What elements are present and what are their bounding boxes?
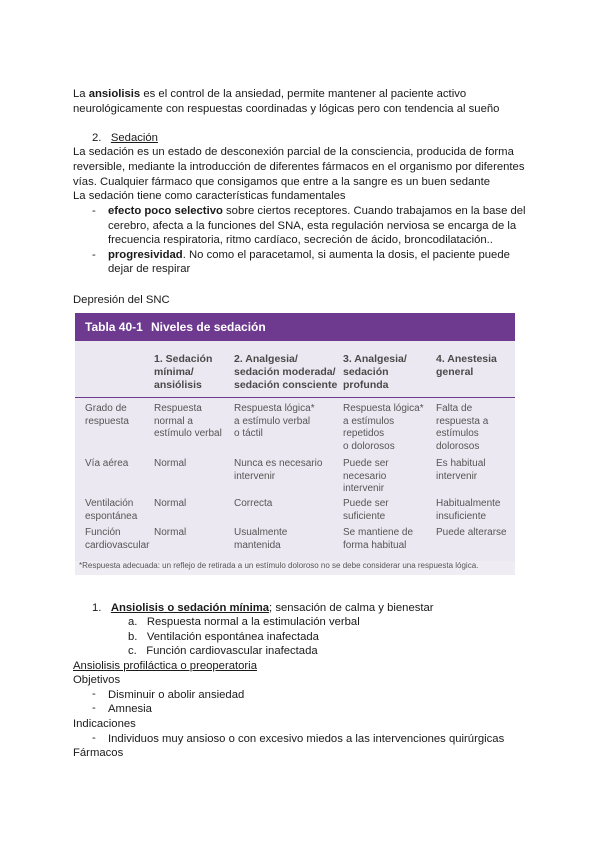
column-header: 4. Anestesia general [436, 353, 497, 378]
section-paragraph-line: vías. Cualquier fármaco que consigamos que entre a la sangre es un buen sedante [73, 176, 490, 188]
column-header: 3. Analgesia/ sedación profunda [343, 353, 407, 391]
table-cell: Usualmente mantenida [234, 527, 288, 551]
section-paragraph-line: reversible, mediante la introducción de diferentes fármacos en el organismo por diferentes [73, 161, 525, 173]
table-body [75, 341, 515, 561]
row-label: Grado de respuesta [85, 403, 129, 427]
table-cell: Puede alterarse [436, 527, 507, 538]
objetivo-item: Disminuir o abolir ansiedad [108, 689, 245, 701]
row-label: Ventilación espontánea [85, 498, 138, 522]
table-cell: Nunca es necesario intervenir [234, 458, 323, 482]
objetivo-item: Amnesia [108, 703, 152, 715]
table-cell: Puede ser suficiente [343, 498, 389, 522]
bullet-dash: - [92, 702, 96, 714]
bullet-dash: - [92, 205, 96, 217]
table-cell: Normal [154, 458, 187, 469]
ansiolisis-term: ansiolisis [88, 88, 141, 100]
section-paragraph-line: La sedación tiene como características fundamentales [73, 190, 346, 202]
table-cell: Habitualmente insuficiente [436, 498, 501, 522]
bullet-item: efecto poco selectivo sobre ciertos receptores. Cuando trabajamos en la base del [108, 205, 526, 217]
table-cell: Respuesta normal a estímulo verbal [154, 403, 222, 439]
section-heading: 2. Sedación [92, 132, 158, 144]
table-cell: Falta de respuesta a estímulos dolorosos [436, 403, 489, 452]
sub-list-item: b. Ventilación espontánea inafectada [128, 631, 319, 643]
depresion-title: Depresión del SNC [73, 294, 170, 306]
header-divider [75, 397, 515, 398]
table-cell: Puede ser necesario intervenir [343, 458, 389, 494]
sub-list-item: c. Función cardiovascular inafectada [128, 645, 318, 657]
farmacos-label: Fármacos [73, 747, 124, 759]
indicacion-item: Individuos muy ansioso o con excesivo miedos a las intervenciones quirúrgicas [108, 733, 505, 745]
table-cell: Normal [154, 498, 187, 509]
table-number: Tabla 40-1 [85, 320, 143, 334]
table-cell: Respuesta lógica* a estímulos repetidos o dolorosos [343, 403, 424, 452]
table-cell: Se mantiene de forma habitual [343, 527, 414, 551]
table-cell: Correcta [234, 498, 273, 509]
column-header: 2. Analgesia/ sedación moderada/ sedación consciente [234, 353, 338, 391]
indicaciones-label: Indicaciones [73, 718, 136, 730]
table-title-bar [75, 313, 515, 341]
column-header: 1. Sedación mínima/ ansiólisis [154, 353, 213, 391]
row-label: Función cardiovascular [85, 527, 150, 551]
bullet-dash: - [92, 249, 96, 261]
section-paragraph-line: La sedación es un estado de desconexión parcial de la consciencia, producida de forma [73, 146, 514, 158]
bullet-continuation: dejar de respirar [108, 263, 191, 275]
table-footnote: *Respuesta adecuada: un reflejo de retirada a un estímulo doloroso no se debe considerar una respuesta lógica. [79, 561, 479, 570]
bullet-item: progresividad. No como el paracetamol, si aumenta la dosis, el paciente puede [108, 249, 510, 261]
intro-line-2: neurológicamente con respuestas coordinadas y lógicas pero con tendencia al sueño [73, 103, 500, 115]
table-cell: Normal [154, 527, 187, 538]
table-cell: Es habitual intervenir [436, 458, 486, 482]
row-label: Vía aérea [85, 458, 129, 469]
ansiolisis-heading: 1. Ansiolisis o sedación mínima; sensación de calma y bienestar [92, 602, 434, 614]
table-title: Niveles de sedación [151, 320, 266, 334]
bullet-dash: - [92, 732, 96, 744]
bullet-continuation: cerebro, afecta a la funciones del SNA, esta regulación nerviosa se encarga de la [108, 220, 517, 232]
intro-line-1: La ansiolisis es el control de la ansiedad, permite mantener al paciente activo [73, 88, 467, 100]
sub-list-item: a. Respuesta normal a la estimulación verbal [128, 616, 360, 628]
table-cell: Respuesta lógica* a estímulo verbal o táctil [234, 403, 315, 439]
profilactica-title: Ansiolisis profiláctica o preoperatoria [73, 660, 257, 672]
bullet-dash: - [92, 688, 96, 700]
sedation-levels-table [75, 313, 515, 575]
bullet-continuation: frecuencia respiratoria, ritmo cardíaco, secreción de ácido, broncodilatación.. [108, 234, 493, 246]
objetivos-label: Objetivos [73, 674, 121, 686]
